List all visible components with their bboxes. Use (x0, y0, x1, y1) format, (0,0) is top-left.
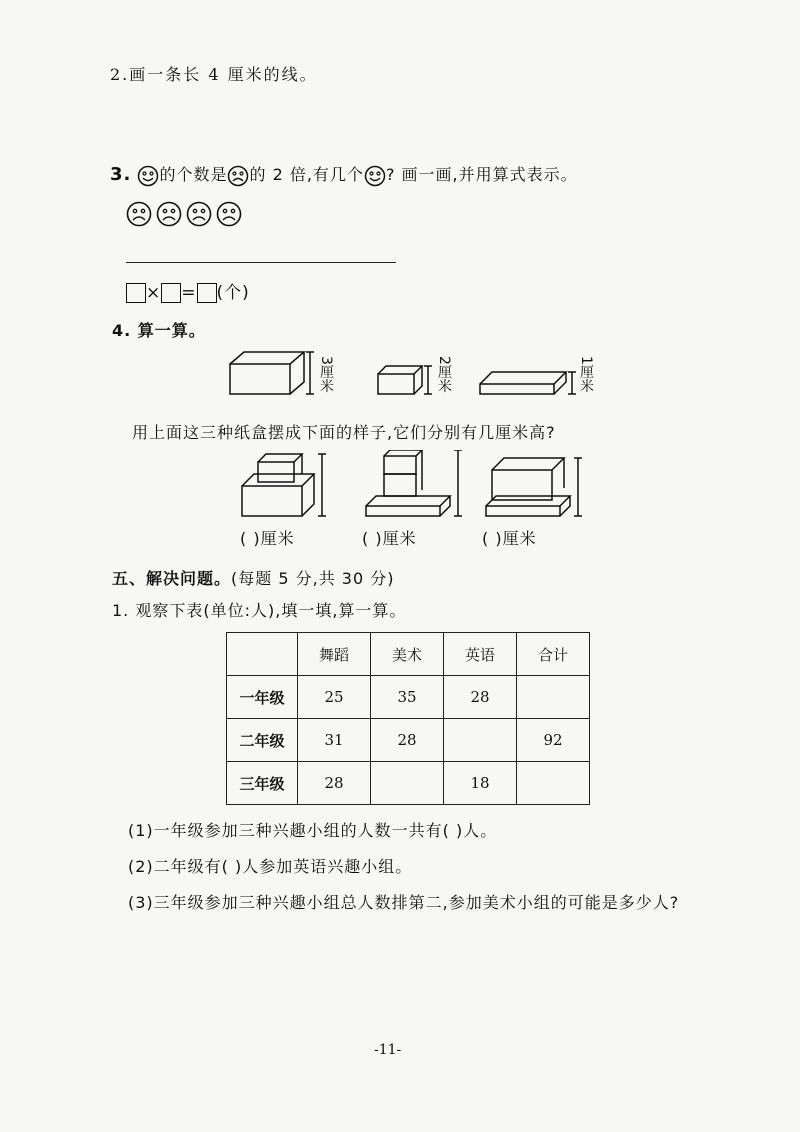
box-label-1cm: 1厘米 (578, 356, 594, 393)
table-header-cell: 美术 (371, 633, 444, 676)
section5-score: (每题 5 分,共 30 分) (231, 569, 395, 588)
stack-a (242, 454, 326, 516)
sub-question-1: (1)一年级参加三种兴趣小组的人数一共有( )人。 (128, 821, 498, 840)
sub-question-3: (3)三年级参加三种兴趣小组总人数排第二,参加美术小组的可能是多少人? (128, 893, 680, 912)
sad-faces-row (126, 200, 246, 228)
q3-text-c: ? 画一画,并用算式表示。 (385, 165, 578, 184)
page-number: -11- (374, 1042, 402, 1058)
answer-a[interactable]: ( )厘米 (240, 529, 295, 548)
box-2cm (378, 366, 432, 394)
table-cell-blank[interactable] (517, 762, 590, 805)
answer-c[interactable]: ( )厘米 (482, 529, 537, 548)
box-label-3cm: 3厘米 (318, 356, 334, 393)
q4-title: 4. 算一算。 (112, 321, 206, 340)
table-header-cell: 合计 (517, 633, 590, 676)
answer-box[interactable] (197, 283, 217, 303)
q2-line (110, 62, 318, 85)
q3-formula (126, 278, 250, 303)
q2-text: 画一条长 4 厘米的线。 (129, 65, 318, 84)
q3-text-b: 的 2 倍,有几个 (249, 165, 364, 184)
table-row (227, 719, 590, 762)
stack-b (366, 450, 462, 516)
sad-face-icon (227, 165, 249, 187)
smiley-face-icon (137, 165, 159, 187)
equals-sign: = (181, 283, 197, 303)
interest-group-table (226, 632, 590, 805)
table-row (227, 676, 590, 719)
sad-face-icon (188, 203, 211, 226)
box-label-2cm: 2厘米 (436, 356, 452, 393)
table-cell: 28 (298, 762, 371, 805)
table-header-cell: 英语 (444, 633, 517, 676)
sad-face-icon (158, 203, 181, 226)
table-row-label: 三年级 (227, 762, 298, 805)
table-cell: 18 (444, 762, 517, 805)
table-header-cell (227, 633, 298, 676)
table-cell-blank[interactable] (444, 719, 517, 762)
answer-box[interactable] (126, 283, 146, 303)
q3-prompt (110, 162, 578, 187)
section5-heading (112, 566, 394, 589)
answer-b[interactable]: ( )厘米 (362, 529, 417, 548)
section5-q1-title: 1. 观察下表(单位:人),填一填,算一算。 (112, 601, 407, 620)
table-cell: 28 (444, 676, 517, 719)
q3-number: 3. (110, 164, 132, 185)
table-header-cell: 舞蹈 (298, 633, 371, 676)
smiley-face-icon (364, 165, 386, 187)
table-cell: 31 (298, 719, 371, 762)
paper-boxes-figure (226, 350, 596, 405)
q4-question: 用上面这三种纸盒摆成下面的样子,它们分别有几厘米高? (132, 423, 556, 442)
table-cell: 25 (298, 676, 371, 719)
stacked-boxes-figure (236, 450, 588, 524)
table-cell-blank[interactable] (371, 762, 444, 805)
table-row-label: 一年级 (227, 676, 298, 719)
section5-title: 五、解决问题。 (112, 569, 232, 588)
answer-box[interactable] (161, 283, 181, 303)
table-cell: 28 (371, 719, 444, 762)
times-sign: × (146, 283, 162, 303)
table-row (227, 762, 590, 805)
box-3cm (230, 352, 314, 394)
table-cell-blank[interactable] (517, 676, 590, 719)
table-cell: 92 (517, 719, 590, 762)
sad-face-icon (128, 203, 151, 226)
q2-number: 2. (110, 65, 130, 84)
table-header-row (227, 633, 590, 676)
sad-face-icon (218, 203, 241, 226)
table-row-label: 二年级 (227, 719, 298, 762)
drawing-line (126, 262, 396, 263)
q3-text-a: 的个数是 (159, 165, 228, 184)
stack-c (486, 458, 582, 516)
formula-unit: (个) (216, 283, 250, 303)
table-cell: 35 (371, 676, 444, 719)
sub-question-2: (2)二年级有( )人参加英语兴趣小组。 (128, 857, 413, 876)
box-1cm (480, 372, 576, 394)
